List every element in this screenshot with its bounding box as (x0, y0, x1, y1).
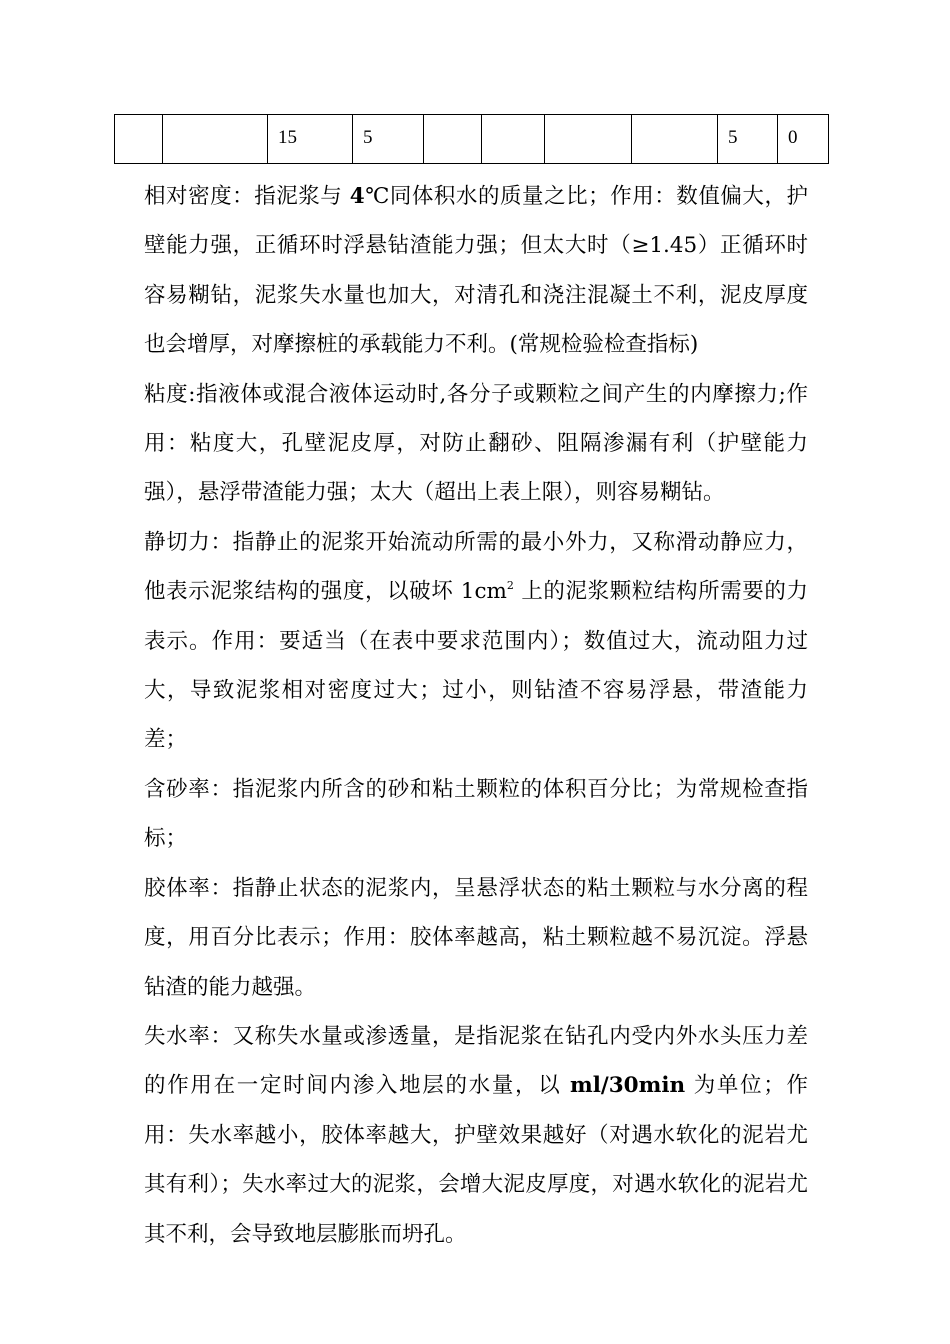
table-cell: 5 (353, 115, 424, 164)
water-loss-text-c: 为单位；作用：失水率越小，胶体率越大，护壁效果越好（对遇水软化的泥岩尤其有利）；失水率过大的泥浆，会增大泥皮厚度，对遇水软化的泥岩尤其不利，会导致地层膨胀而坍孔。 (144, 1073, 808, 1247)
table-cell (632, 115, 718, 164)
colloid-paragraph: 胶体率：指静止状态的泥浆内，呈悬浮状态的粘土颗粒与水分离的程度，用百分比表示；作用：胶体率越高，粘土颗粒越不易沉淀。浮悬钻渣的能力越强。 (144, 875, 808, 1000)
shear-text-a: 静切力：指静止的泥浆开始流动所需的最小外力，又称滑动静应力，他表示泥浆结构的强度，以破坏 1cm (144, 529, 808, 605)
sand-paragraph: 含砂率：指泥浆内所含的砂和粘土颗粒的体积百分比；为常规检查指标； (144, 776, 808, 852)
shear-text-b: 上的泥浆颗粒结构所需要的力表示。作用：要适当（在表中要求范围内）；数值过大，流动阻力过大，导致泥浆相对密度过大；过小，则钻渣不容易浮悬，带渣能力差； (144, 579, 808, 753)
density-temp-value: 4 (349, 184, 365, 209)
viscosity-paragraph: 粘度:指液体或混合液体运动时,各分子或颗粒之间产生的内摩擦力;作用：粘度大，孔壁泥皮厚，对防止翻砂、阻隔渗漏有利（护壁能力强），悬浮带渣能力强；太大（超出上表上限），则容易糊钻。 (144, 381, 808, 506)
table-cell (545, 115, 632, 164)
table-cell (115, 115, 163, 164)
table-cell: 15 (268, 115, 353, 164)
table-cell (424, 115, 482, 164)
mud-index-table (114, 114, 829, 164)
water-loss-paragraph (144, 1012, 808, 1259)
water-loss-unit: ml/30min (569, 1073, 686, 1099)
shear-superscript: 2 (506, 579, 514, 593)
water-loss-text-a: 失水率：又称失水量或渗透量，是指泥浆在钻孔内受内外水头压力差的作用在一定时间内渗入地层的水量，以 (144, 1023, 808, 1099)
shear-paragraph (144, 518, 808, 765)
table-cell (482, 115, 545, 164)
table-row (115, 115, 829, 164)
table-cell (163, 115, 268, 164)
body-text (144, 172, 808, 1259)
table-cell: 5 (718, 115, 778, 164)
density-paragraph (144, 172, 808, 370)
density-text-c: ℃同体积水的质量之比；作用：数值偏大，护壁能力强，正循环时浮悬钻渣能力强；但太大时（≥1.45）正循环时容易糊钻，泥浆失水量也加大，对清孔和浇注混凝土不利，泥皮厚度也会增厚，对摩擦桩的承载能力不利。(常规检验检查指标) (144, 184, 808, 358)
table-cell: 0 (778, 115, 829, 164)
density-text-a: 相对密度：指泥浆与 (144, 184, 350, 209)
